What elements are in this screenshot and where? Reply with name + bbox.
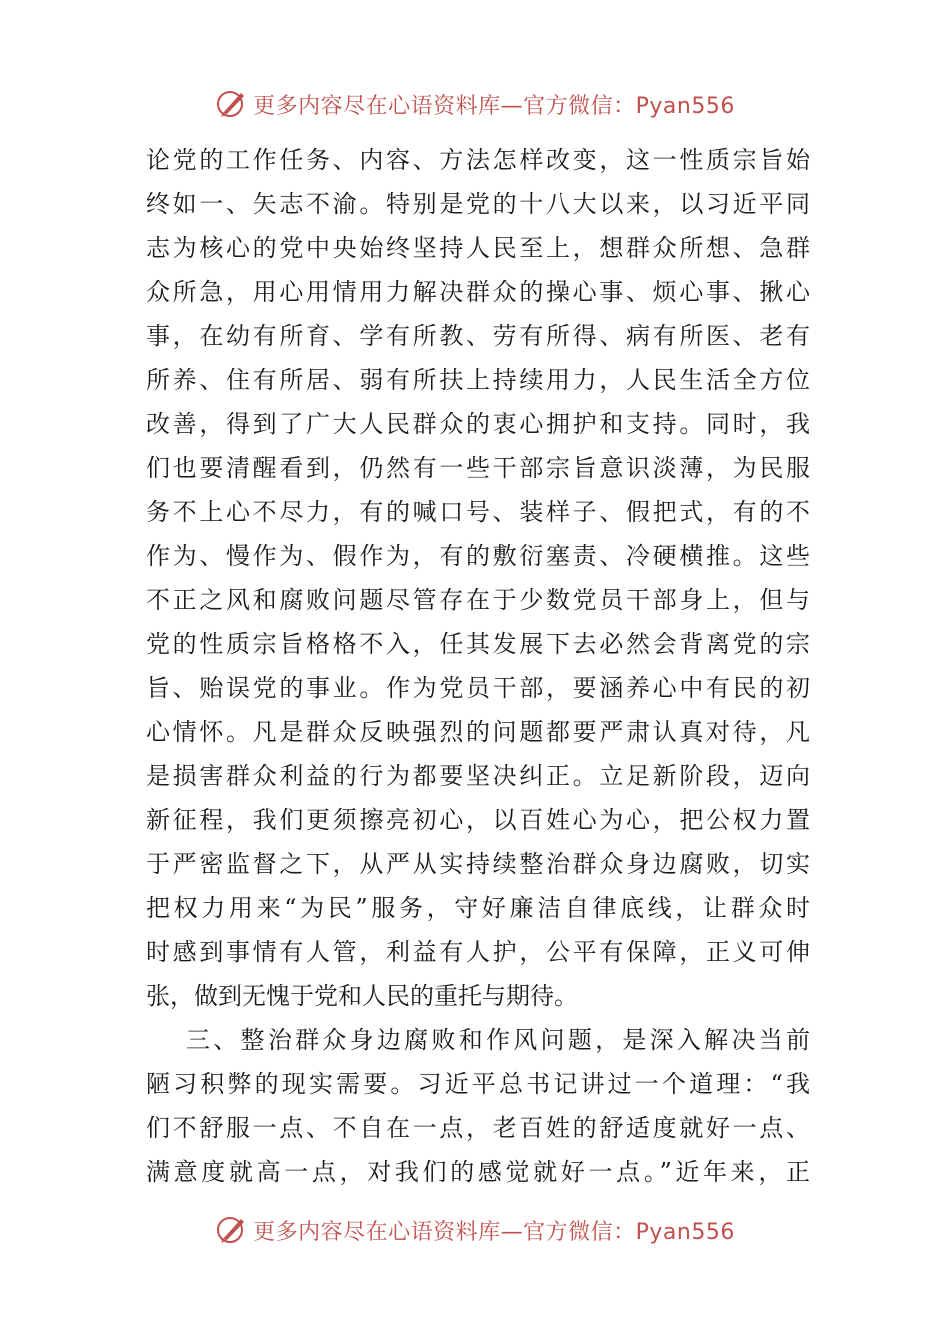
paragraph-2 <box>146 1018 810 1194</box>
text-line: 旨、贻误党的事业。作为党员干部，要涵养心中有民的初 <box>146 674 810 702</box>
text-line: 时感到事情有人管，利益有人护，公平有保障，正义可伸 <box>146 938 810 966</box>
header-banner-text: 更多内容尽在心语资料库—官方微信：Pyan556 <box>253 93 735 119</box>
footer-banner-text: 更多内容尽在心语资料库—官方微信：Pyan556 <box>253 1219 735 1245</box>
header-watermark-banner <box>0 84 950 124</box>
text-line: 们不舒服一点、不自在一点，老百姓的舒适度就好一点、 <box>146 1114 810 1142</box>
text-line: 作为、慢作为、假作为，有的敷衍塞责、冷硬横推。这些 <box>146 542 810 570</box>
text-line: 陋习积弊的现实需要。习近平总书记讲过一个道理：“我 <box>146 1070 810 1098</box>
text-line: 不正之风和腐败问题尽管存在于少数党员干部身上，但与 <box>146 586 810 614</box>
text-line: 于严密监督之下，从严从实持续整治群众身边腐败，切实 <box>146 850 810 878</box>
quill-pen-logo-icon <box>215 1213 249 1247</box>
text-line: 务不上心不尽力，有的喊口号、装样子、假把式，有的不 <box>146 498 810 526</box>
text-line: 论党的工作任务、内容、方法怎样改变，这一性质宗旨始 <box>146 146 810 174</box>
document-body <box>146 138 810 1194</box>
text-line: 所养、住有所居、弱有所扶上持续用力，人民生活全方位 <box>146 366 810 394</box>
text-line: 把权力用来“为民”服务，守好廉洁自律底线，让群众时 <box>146 894 810 922</box>
text-line: 心情怀。凡是群众反映强烈的问题都要严肃认真对待，凡 <box>146 718 810 746</box>
text-line: 满意度就高一点，对我们的感觉就好一点。”近年来，正 <box>146 1158 810 1186</box>
text-line: 们也要清醒看到，仍然有一些干部宗旨意识淡薄，为民服 <box>146 454 810 482</box>
text-line: 张，做到无愧于党和人民的重托与期待。 <box>146 982 578 1010</box>
text-line: 党的性质宗旨格格不入，任其发展下去必然会背离党的宗 <box>146 630 810 658</box>
text-line: 改善，得到了广大人民群众的衷心拥护和支持。同时，我 <box>146 410 810 438</box>
text-line: 事，在幼有所育、学有所教、劳有所得、病有所医、老有 <box>146 322 810 350</box>
text-line: 是损害群众利益的行为都要坚决纠正。立足新阶段，迈向 <box>146 762 810 790</box>
text-line: 三、整治群众身边腐败和作风问题，是深入解决当前 <box>186 1026 810 1054</box>
text-line: 众所急，用心用情用力解决群众的操心事、烦心事、揪心 <box>146 278 810 306</box>
text-line: 终如一、矢志不渝。特别是党的十八大以来，以习近平同 <box>146 190 810 218</box>
paragraph-1 <box>146 138 810 1018</box>
quill-pen-logo-icon <box>215 87 249 121</box>
text-line: 新征程，我们更须擦亮初心，以百姓心为心，把公权力置 <box>146 806 810 834</box>
footer-watermark-banner <box>0 1210 950 1250</box>
text-line: 志为核心的党中央始终坚持人民至上，想群众所想、急群 <box>146 234 810 262</box>
